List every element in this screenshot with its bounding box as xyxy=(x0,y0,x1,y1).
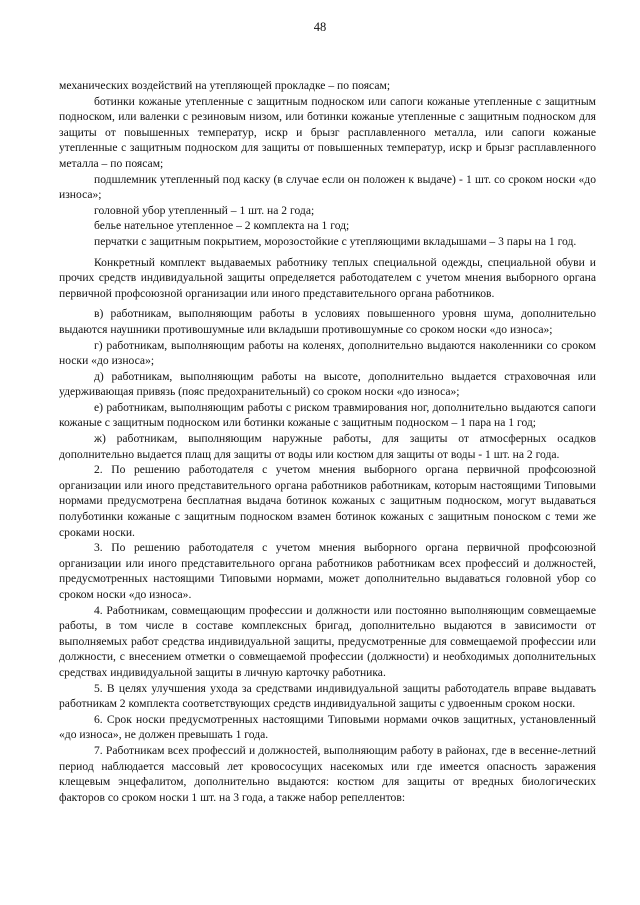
paragraph-5: белье нательное утепленное – 2 комплекта на 1 год; xyxy=(94,219,350,233)
paragraph-12: ж) работникам, выполняющим наружные работы, для защиты от атмосферных осадков дополнительно выдается плащ для защиты от воды или костюм для защиты от воды - 1 шт. на 2 года. xyxy=(59,432,596,461)
paragraph-8: в) работникам, выполняющим работы в условиях повышенного уровня шума, дополнительно выдаются наушники противошумные или вкладыши противошумные со сроком носки «до износа»; xyxy=(59,307,596,336)
paragraph-9: г) работникам, выполняющим работы на коленях, дополнительно выдаются наколенники со сроком носки «до износа»; xyxy=(59,338,596,368)
paragraph-13: 2. По решению работодателя с учетом мнения выборного органа первичной профсоюзной организации или иного представительного органа работников работникам, которым настоящими Типовыми нормами предусмотрена бесплатная выдача ботинок кожаных с защитным подноском, могут выдаваться полуботинки кожаные с защитным подноском взамен ботинок кожаных с защитным поноском с теми же сроками носки. xyxy=(59,463,596,539)
page-text xyxy=(59,78,596,805)
page-number: 48 xyxy=(313,20,327,34)
paragraph-6: перчатки с защитным покрытием, морозостойкие с утепляющими вкладышами – 3 пары на 1 год. xyxy=(94,234,577,248)
paragraph-17: 6. Срок носки предусмотренных настоящими Типовыми нормами очков защитных, установленный «до износа», не должен превышать 1 года. xyxy=(59,712,596,742)
paragraph-3: подшлемник утепленный под каску (в случае если он положен к выдаче) - 1 шт. со сроком носки «до износа»; xyxy=(59,172,596,202)
paragraph-7: Конкретный комплект выдаваемых работнику теплых специальной одежды, специальной обуви и прочих средств индивидуальной защиты определяется работодателем с учетом мнения выборного органа первичной профсоюзной организации или иного представительного органа работников. xyxy=(59,255,596,300)
paragraph-16: 5. В целях улучшения ухода за средствами индивидуальной защиты работодатель вправе выдавать работникам 2 комплекта соответствующих средств индивидуальной защиты с удвоенным сроком носки. xyxy=(59,681,596,711)
paragraph-14: 3. По решению работодателя с учетом мнения выборного органа первичной профсоюзной организации или иного представительного органа работников работникам всех профессий и должностей, предусмотренных настоящими Типовыми нормами, может дополнительно выдаваться головной убор со сроком носки «до износа». xyxy=(59,541,596,601)
paragraph-4: головной убор утепленный – 1 шт. на 2 года; xyxy=(94,203,315,217)
paragraph-2: ботинки кожаные утепленные с защитным подноском или сапоги кожаные утепленные с защитным подноском, или валенки с резиновым низом, или ботинки кожаные утепленные с защитным подноском для защиты от повышенных температур, искр и брызг расплавленного металла, или сапоги кожаные утепленные с защитным подноском для защиты от повышенных температур, искр и брызг расплавленного металла – по поясам; xyxy=(59,94,596,170)
paragraph-1: механических воздействий на утепляющей прокладке – по поясам; xyxy=(59,79,391,92)
paragraph-11: е) работникам, выполняющим работы с риском травмирования ног, дополнительно выдаются сапоги кожаные с защитным подноском или ботинки кожаные с защитным подноском – 1 пара на 1 год; xyxy=(59,400,596,430)
paragraph-10: д) работникам, выполняющим работы на высоте, дополнительно выдается страховочная или удерживающая привязь (пояс предохранительный) со сроком носки «до износа»; xyxy=(59,369,596,399)
paragraph-18: 7. Работникам всех профессий и должностей, выполняющим работу в районах, где в весенне-летний период наблюдается массовый лет кровососущих насекомых или где имеется опасность заражения клещевым энцефалитом, дополнительно выдаются: костюм для защиты от вредных биологических факторов со сроком носки 1 шт. на 3 года, а также набор репеллентов: xyxy=(59,743,596,804)
paragraph-15: 4. Работникам, совмещающим профессии и должности или постоянно выполняющим совмещаемые работы, в том числе в составе комплексных бригад, дополнительно выдаются в зависимости от выполняемых работ средства индивидуальной защиты, предусмотренные для совмещаемой профессии или должности, с внесением отметки о совмещаемой профессии (должности) и необходимых дополнительных средствах индивидуальной защиты в личную карточку работника. xyxy=(59,603,596,679)
